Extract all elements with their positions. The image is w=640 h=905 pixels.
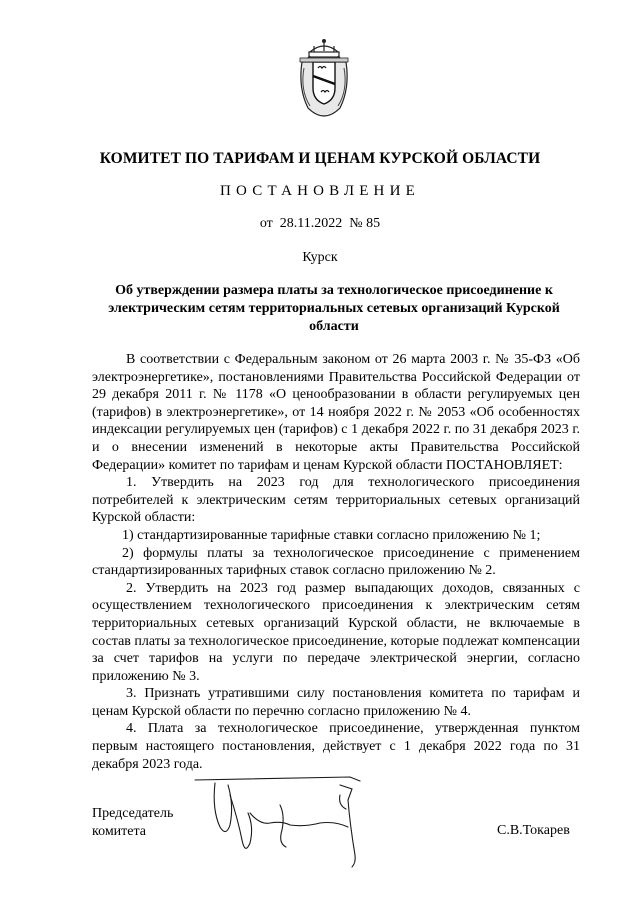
document-title: Об утверждении размера платы за технологическое присоединение к электрическим сетям территориальных сетевых организаций Курской области (108, 283, 560, 334)
city: Курск (302, 250, 338, 265)
signatory-name: С.В.Токарев (497, 823, 570, 838)
document-type: ПОСТАНОВЛЕНИЕ (220, 183, 420, 199)
position-line-2: комитета (92, 824, 147, 839)
position-line-1: Председатель (92, 806, 174, 821)
item-1-subitem-2: 2) формулы платы за технологическое присоединение с применением стандартизированных тарифных ставок согласно приложению № 2. (92, 545, 580, 579)
item-4: 4. Плата за технологическое присоединение, утвержденная пунктом первым настоящего постановления, действует с 1 декабря 2022 года по 31 декабря 2023 года. (92, 721, 580, 772)
item-2: 2. Утвердить на 2023 год размер выпадающих доходов, связанных с осуществлением технологического присоединения к электрическим сетям территориальных сетевых организаций Курской области, не включаемые в состав платы за технологическое присоединение, которые подлежат компенсации за счет тарифов на услуги по передаче электрической энергии, согласно приложению № 3. (92, 580, 580, 684)
item-1: 1. Утвердить на 2023 год для технологического присоединения потребителей к электрическим сетям территориальных сетевых организаций Курской области: (92, 475, 580, 526)
handwritten-signature (190, 765, 370, 870)
coat-of-arms-emblem (296, 38, 352, 118)
preamble-paragraph: В соответствии с Федеральным законом от 26 марта 2003 г. № 35-ФЗ «Об электроэнергетике», постановлениями Правительства Российской Федерации от 29 декабря 2011 г. № 1178 «О ценообразовании в области регулируемых цен (тарифов) в электроэнергетике», от 14 ноября 2022 г. № 2053 «Об особенностях индексации регулируемых цен (тарифов) с 1 декабря 2022 г. по 31 декабря 2023 г. и о внесении изменений в некоторые акты Правительства Российской Федерации» комитет по тарифам и ценам Курской области ПОСТАНОВЛЯЕТ: (92, 352, 580, 473)
document-body (92, 351, 580, 773)
organization-name: КОМИТЕТ ПО ТАРИФАМ И ЦЕНАМ КУРСКОЙ ОБЛАСТИ (99, 150, 541, 167)
item-3: 3. Признать утратившими силу постановления комитета по тарифам и ценам Курской области по перечню согласно приложению № 4. (92, 686, 580, 719)
date-number-line: от 28.11.2022 № 85 (259, 216, 381, 231)
signatory-position (92, 805, 173, 841)
item-1-subitem-1: 1) стандартизированные тарифные ставки согласно приложению № 1; (122, 527, 541, 543)
